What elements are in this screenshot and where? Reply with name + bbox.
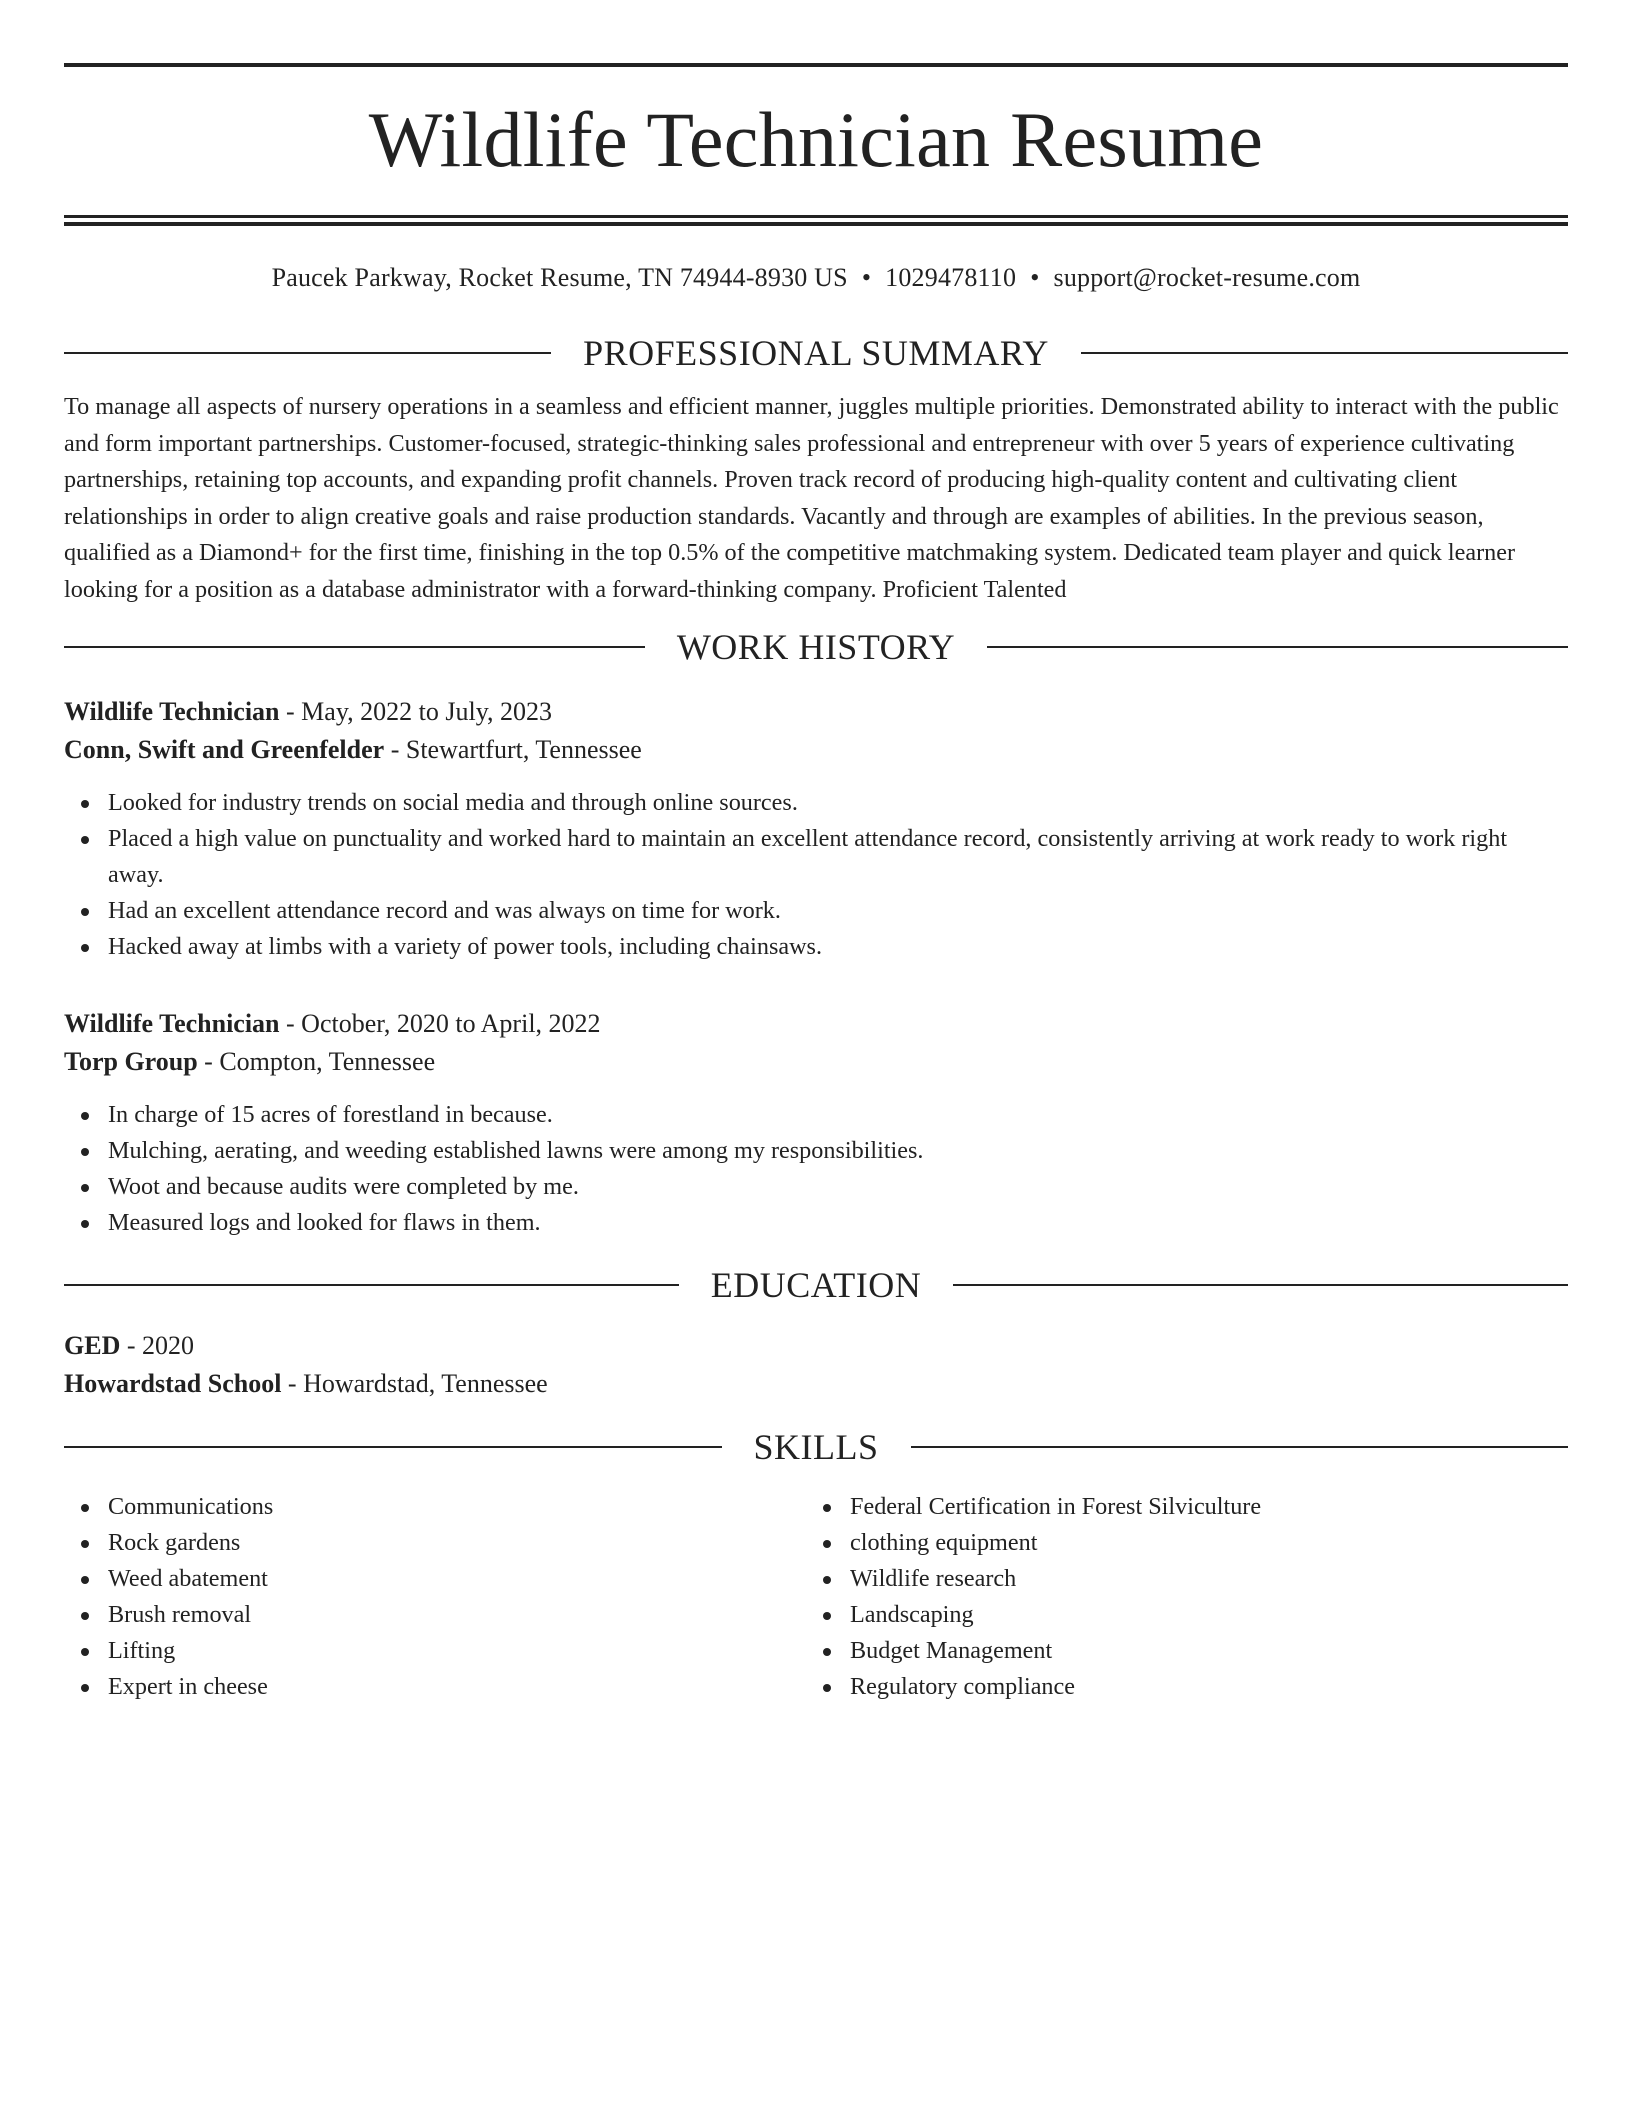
skills-heading-label: SKILLS [753, 1426, 879, 1467]
resume-page [64, 0, 1568, 1705]
skills-list [64, 1489, 806, 1705]
skill-item: Lifting [64, 1633, 806, 1669]
job-entry [64, 693, 1568, 965]
skill-item: Wildlife research [806, 1561, 1568, 1597]
skill-item: Federal Certification in Forest Silviculture [806, 1489, 1568, 1525]
heading-rule-right [911, 1446, 1569, 1448]
skills-column-left [64, 1489, 806, 1705]
skills-columns [64, 1489, 1568, 1705]
skill-item: Communications [64, 1489, 806, 1525]
job-company: Conn, Swift and Greenfelder [64, 734, 385, 764]
job-bullet-list [64, 785, 1568, 965]
work-section-heading [64, 627, 1568, 667]
skill-item: Weed abatement [64, 1561, 806, 1597]
degree: GED [64, 1330, 121, 1360]
summary-section-heading [64, 333, 1568, 373]
contact-separator: • [1030, 263, 1040, 292]
job-title: Wildlife Technician [64, 696, 280, 726]
skill-item: Expert in cheese [64, 1669, 806, 1705]
skills-list [806, 1489, 1568, 1705]
contact-address: Paucek Parkway, Rocket Resume, TN 74944-8930 US [271, 263, 848, 292]
job-dates: - May, 2022 to July, 2023 [279, 696, 553, 726]
job-entry [64, 1005, 1568, 1241]
skill-item: Budget Management [806, 1633, 1568, 1669]
job-bullet: Looked for industry trends on social media and through online sources. [64, 785, 1568, 821]
skill-item: Rock gardens [64, 1525, 806, 1561]
contact-line [64, 263, 1568, 293]
summary-heading-label: PROFESSIONAL SUMMARY [583, 333, 1049, 373]
heading-rule-right [1081, 352, 1568, 354]
job-location: - Compton, Tennessee [197, 1046, 436, 1076]
job-bullet-list [64, 1097, 1568, 1241]
job-bullet: In charge of 15 acres of forestland in because. [64, 1097, 1568, 1133]
school-location: - Howardstad, Tennessee [281, 1368, 548, 1398]
summary-text: To manage all aspects of nursery operations in a seamless and efficient manner, juggles multiple priorities. Demonstrated ability to interact with the public and form important partnerships. Customer-focused, strategic-thinking sales professional and entrepreneur with over 5 years of experience cultivating partnerships, retaining top accounts, and expanding profit channels. Proven track record of producing high-quality content and cultivating client relationships in order to align creative goals and raise production standards. Vacantly and through are examples of abilities. In the previous season, qualified as a Diamond+ for the first time, finishing in the top 0.5% of the competitive matchmaking system. Dedicated team player and quick learner looking for a position as a database administrator with a forward-thinking company. Proficient Talented [64, 393, 1559, 603]
job-company-line [64, 731, 1568, 769]
heading-rule-left [64, 352, 551, 354]
skill-item: Landscaping [806, 1597, 1568, 1633]
job-title-line [64, 1005, 1568, 1043]
heading-rule-left [64, 1446, 722, 1448]
job-bullet: Hacked away at limbs with a variety of power tools, including chainsaws. [64, 929, 1568, 965]
heading-rule-left [64, 1284, 679, 1286]
heading-rule-right [987, 646, 1568, 648]
job-dates: - October, 2020 to April, 2022 [279, 1008, 601, 1038]
education-section-heading [64, 1265, 1568, 1305]
job-bullet: Mulching, aerating, and weeding established lawns were among my responsibilities. [64, 1133, 1568, 1169]
job-bullet: Measured logs and looked for flaws in them. [64, 1205, 1568, 1241]
skills-column-right [806, 1489, 1568, 1705]
job-bullet: Placed a high value on punctuality and worked hard to maintain an excellent attendance record, consistently arriving at work ready to work right away. [64, 821, 1568, 893]
degree-line [64, 1327, 1568, 1365]
education-entry [64, 1327, 1568, 1403]
job-company-line [64, 1043, 1568, 1081]
heading-rule-right [953, 1284, 1568, 1286]
job-bullet: Had an excellent attendance record and was always on time for work. [64, 893, 1568, 929]
title-top-rule [64, 63, 1568, 67]
skill-item: Regulatory compliance [806, 1669, 1568, 1705]
job-title-line [64, 693, 1568, 731]
resume-title: Wildlife Technician Resume [368, 96, 1264, 183]
job-bullet: Woot and because audits were completed by me. [64, 1169, 1568, 1205]
school-name: Howardstad School [64, 1368, 282, 1398]
job-company: Torp Group [64, 1046, 198, 1076]
school-line [64, 1365, 1568, 1403]
contact-email: support@rocket-resume.com [1053, 263, 1361, 292]
degree-year: - 2020 [120, 1330, 195, 1360]
education-heading-label: EDUCATION [710, 1264, 922, 1305]
skill-item: clothing equipment [806, 1525, 1568, 1561]
contact-phone: 1029478110 [885, 263, 1017, 292]
work-heading-label: WORK HISTORY [676, 626, 956, 667]
contact-separator: • [861, 263, 872, 292]
skills-section-heading [64, 1427, 1568, 1467]
skill-item: Brush removal [64, 1597, 806, 1633]
job-location: - Stewartfurt, Tennessee [384, 734, 642, 764]
heading-rule-left [64, 646, 645, 648]
job-title: Wildlife Technician [64, 1008, 280, 1038]
title-double-rule [64, 215, 1568, 226]
